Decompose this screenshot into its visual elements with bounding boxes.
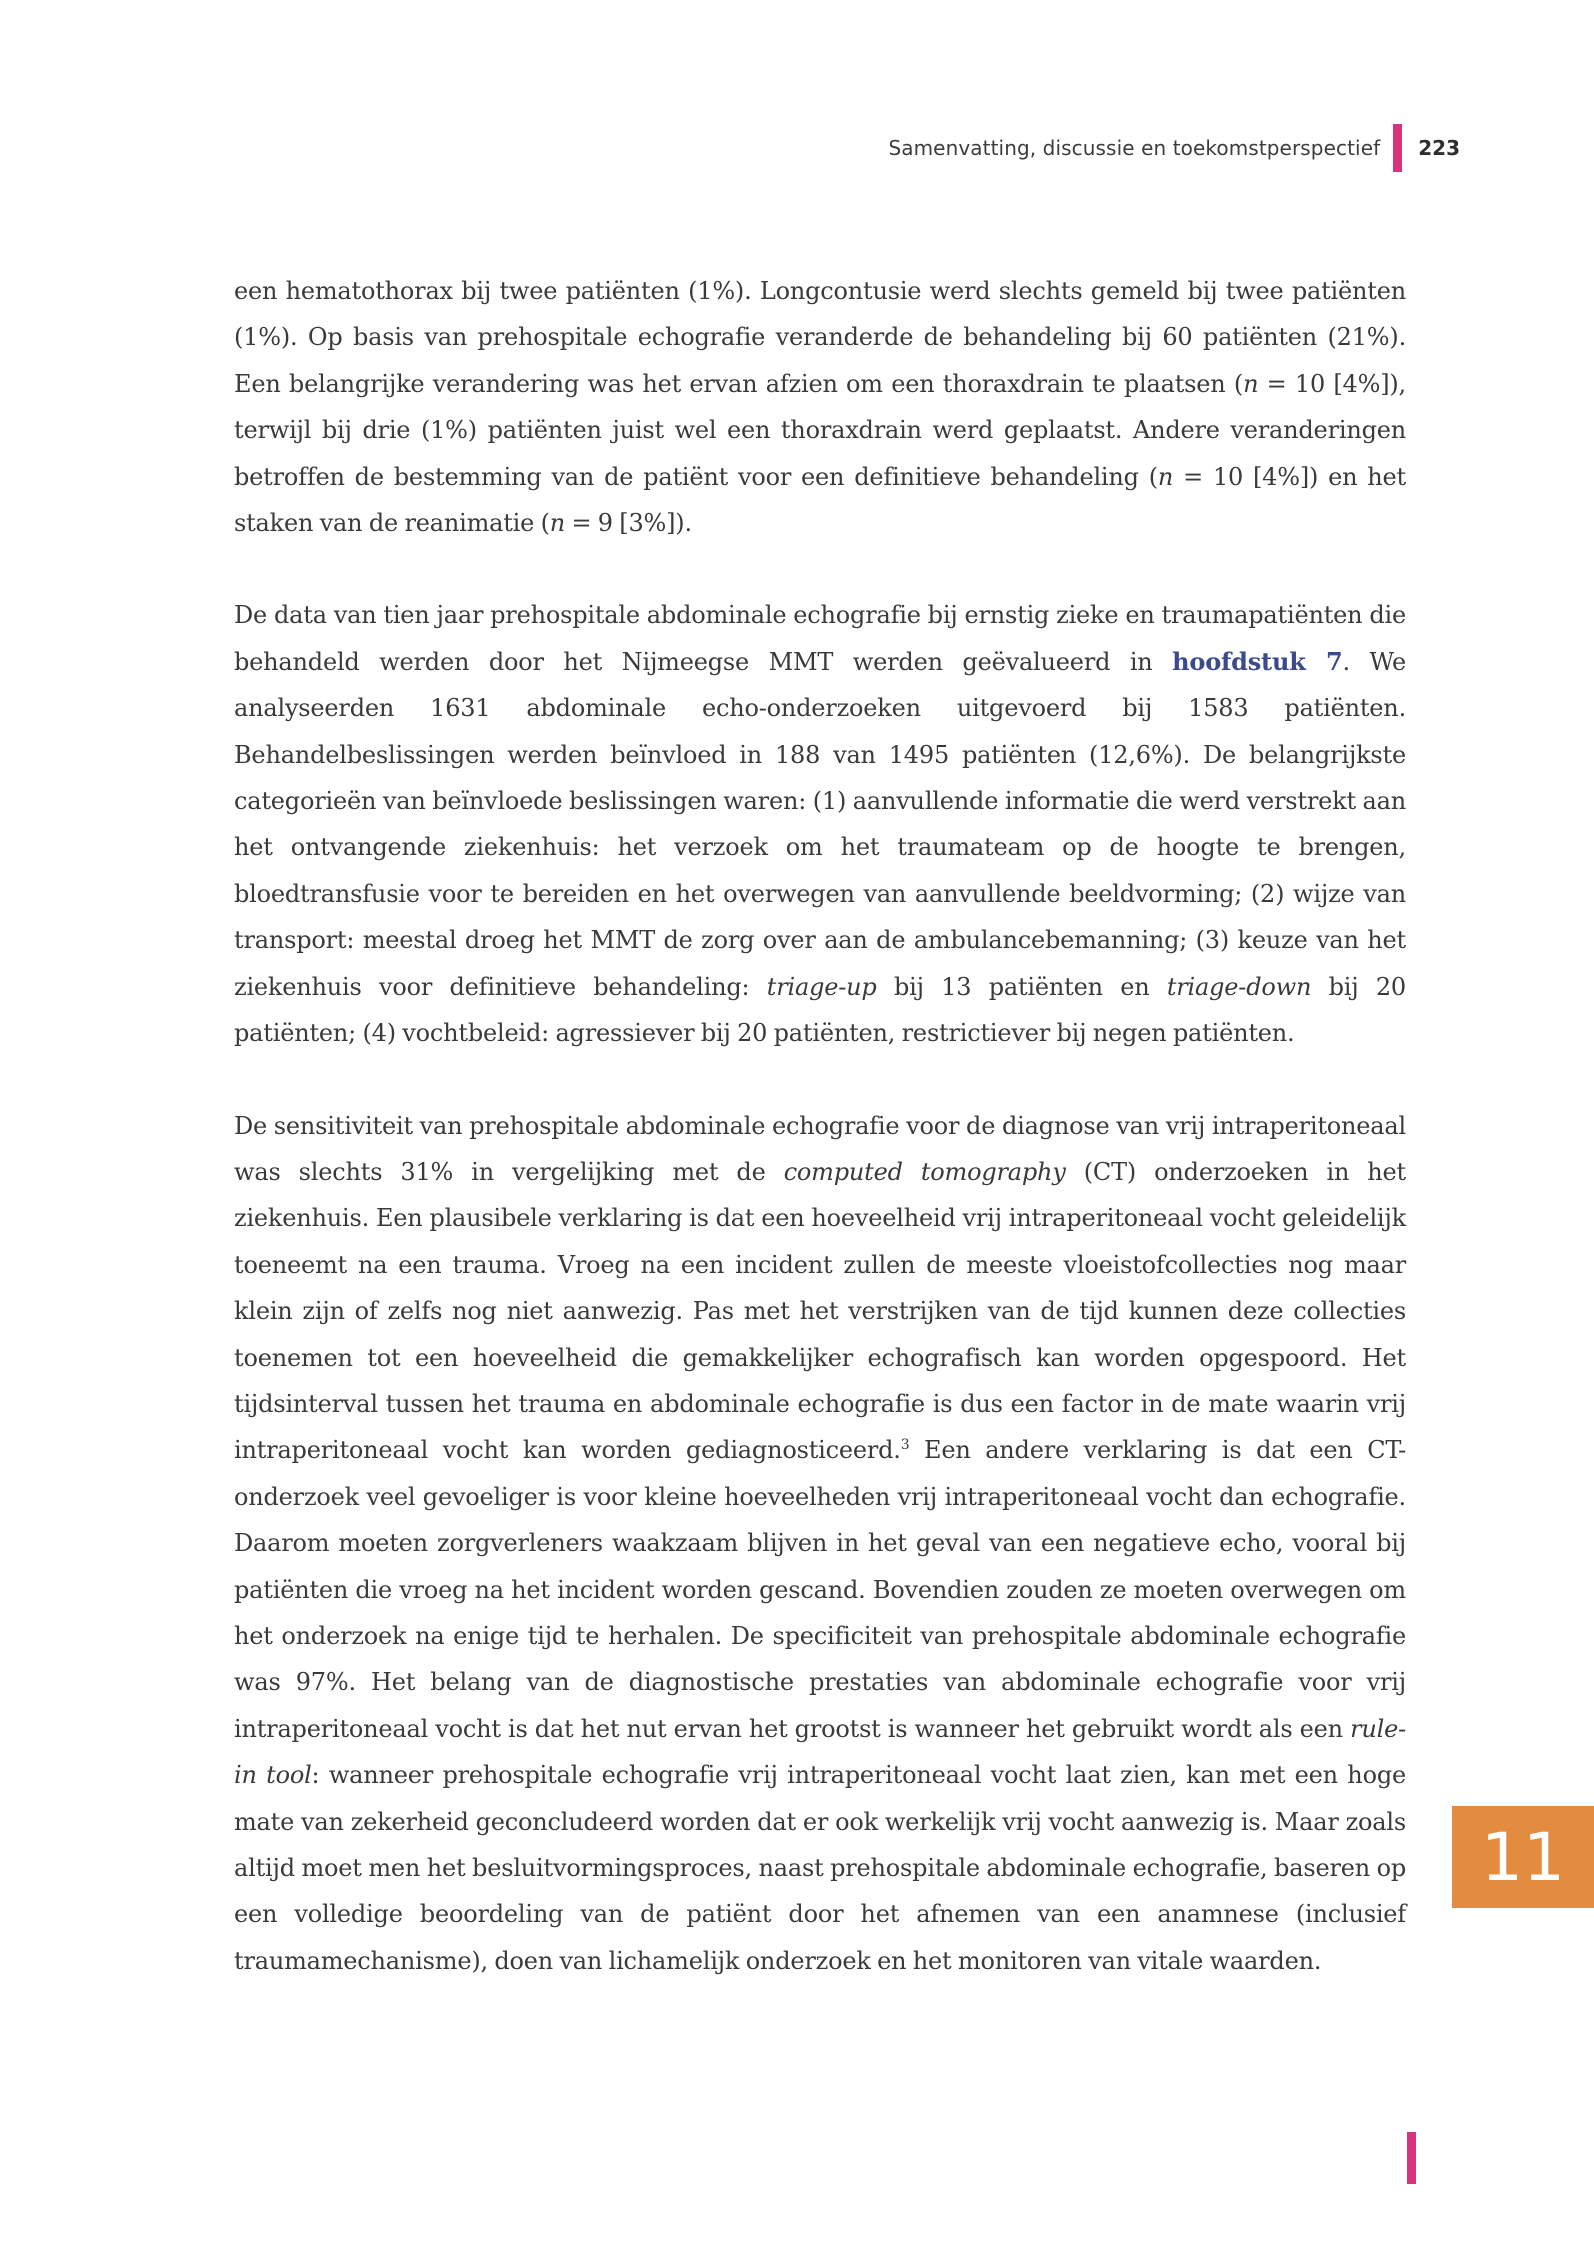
chapter-cross-reference-link[interactable]: hoofdstuk 7 [1172,646,1343,676]
chapter-tab [1452,1806,1594,1908]
paragraph [234,592,1406,1056]
text-run: bij 20 patiënten; (4) vochtbeleid: agressiever bij 20 patiënten, restrictiever bij negen patiënten. [234,972,1406,1048]
text-run: De data van tien jaar prehospitale abdominale echografie bij ernstig zieke en traumapatiënten die behandeld werden door het Nijmeegse MMT werden geëvalueerd in [234,601,1406,676]
italic-n: n [1243,369,1259,398]
italic-term: computed tomography [783,1157,1066,1186]
header-accent-bar [1393,124,1402,172]
footer-accent-bar [1407,2132,1416,2184]
text-run: = 9 [3%]). [565,509,692,538]
italic-term: rule-in tool [234,1714,1406,1790]
text-run: . We analyseerden 1631 abdominale echo-onderzoeken uitgevoerd bij 1583 patiënten. Behandelbeslissingen werden beïnvloed in 188 van 1495 patiënten (12,6%). De belangrijkste categorieën van beïnvloede beslissingen waren: (1) aanvullende informatie die werd verstrekt aan het ontvangende ziekenhuis: het verzoek om het traumateam op de hoogte te brengen, bloedtransfusie voor te bereiden en het overwegen van aanvullende beeldvorming; (2) wijze van transport: meestal droeg het MMT de zorg over aan de ambulancebemanning; (3) keuze van het ziekenhuis voor definitieve behandeling: [234,647,1406,1001]
text-run: : wanneer prehospitale echografie vrij intraperitoneaal vocht laat zien, kan met een hoge mate van zekerheid geconcludeerd worden dat er ook werkelijk vrij vocht aanwezig is. Maar zoals altijd moet men het besluitvormingsproces, naast prehospitale abdominale echografie, baseren op een volledige beoordeling van de patiënt door het afnemen van een anamnese (inclusief traumamechanisme), doen van lichamelijk onderzoek en het monitoren van vitale waarden. [234,1761,1406,1975]
italic-term: triage-up [766,972,877,1001]
text-run: = 10 [4%]), terwijl bij drie (1%) patiënten juist wel een thoraxdrain werd geplaatst. Andere veranderingen betroffen de bestemming van de patiënt voor een definitieve behandeling ( [234,369,1406,491]
text-run: (CT) onderzoeken in het ziekenhuis. Een plausibele verklaring is dat een hoeveelheid vrij intraperitoneaal vocht geleidelijk toeneemt na een trauma. Vroeg na een incident zullen de meeste vloeistofcollecties nog maar klein zijn of zelfs nog niet aanwezig. Pas met het verstrijken van de tijd kunnen deze collecties toenemen tot een hoeveelheid die gemakkelijker echografisch kan worden opgespoord. Het tijdsinterval tussen het trauma en abdominale echografie is dus een factor in de mate waarin vrij intraperitoneaal vocht kan worden gediagnosticeerd. [234,1157,1406,1465]
italic-n: n [1157,462,1174,491]
running-header [888,128,1460,168]
italic-n: n [549,509,566,538]
text-run: een hematothorax bij twee patiënten (1%). Longcontusie werd slechts gemeld bij twee patiënten (1%). Op basis van prehospitale echografie veranderde de behandeling bij 60 patiënten (21%). Een belangrijke verandering was het ervan afzien om een thoraxdrain te plaatsen ( [234,277,1406,398]
paragraph [234,268,1406,546]
body-text [234,268,1406,1984]
page-number: 223 [1418,136,1460,160]
footnote-reference: 3 [900,1437,910,1454]
text-run: bij 13 patiënten en [876,972,1167,1001]
italic-term: triage-down [1166,972,1312,1001]
running-title: Samenvatting, discussie en toekomstperspectief [888,136,1381,160]
text-run: De sensitiviteit van prehospitale abdominale echografie voor de diagnose van vrij intraperitoneaal was slechts 31% in vergelijking met de [234,1111,1406,1186]
text-run: Een andere verklaring is dat een CT-onderzoek veel gevoeliger is voor kleine hoeveelheden vrij intraperitoneaal vocht dan echografie. Daarom moeten zorgverleners waakzaam blijven in het geval van een negatieve echo, vooral bij patiënten die vroeg na het incident worden gescand. Bovendien zouden ze moeten overwegen om het onderzoek na enige tijd te herhalen. De specificiteit van prehospitale abdominale echografie was 97%. Het belang van de diagnostische prestaties van abdominale echografie voor vrij intraperitoneaal vocht is dat het nut ervan het grootst is wanneer het gebruikt wordt als een [234,1436,1406,1743]
paragraph [234,1103,1406,1985]
chapter-number: 11 [1481,1818,1565,1896]
text-run: = 10 [4%]) en het staken van de reanimatie ( [234,462,1406,538]
